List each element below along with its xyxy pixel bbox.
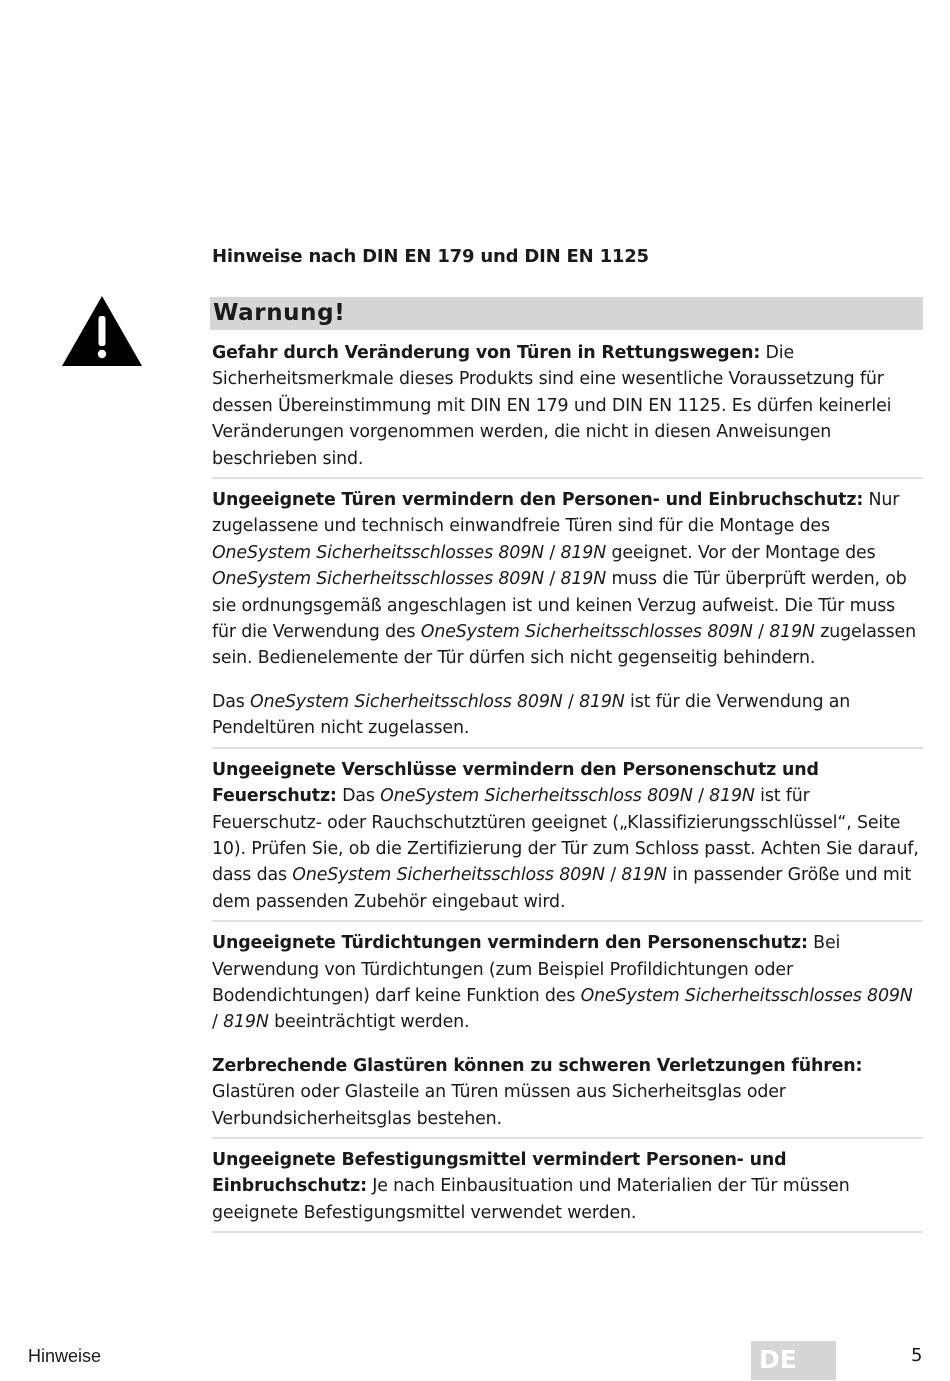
paragraph-text: geeignet. Vor der Montage des: [606, 542, 876, 563]
paragraph-lead: Ungeeignete Befestigungsmittel vermindert Personen- und Einbruchschutz:: [212, 1149, 787, 1197]
paragraph-text: ist für die Verwendung an Pendeltüren nicht zugelassen.: [212, 691, 851, 739]
paragraph-text: muss die Tür überprüft werden, ob sie ordnungsgemäß angeschlagen ist und keinen Verzug aufweist. Die Tür muss für die Verwendung des: [212, 569, 907, 643]
paragraph-text: Die Sicherheitsmerkmale dieses Produkts sind eine wesentliche Voraussetzung für dessen Übereinstimmung mit DIN EN 179 und DIN EN 1125. Es dürfen keinerlei Veränderungen vorgenommen werden, die nicht in diesen Anweisungen beschrieben sind.: [212, 343, 892, 469]
product-name: OneSystem Sicherheitsschloss 809N: [292, 865, 605, 886]
paragraph-lead: Gefahr durch Veränderung von Türen in Rettungswegen:: [212, 343, 761, 363]
paragraph-text: Das: [336, 786, 381, 807]
paragraph-unsuitable-doors: [212, 487, 923, 677]
section-heading: Hinweise nach DIN EN 179 und DIN EN 1125: [212, 246, 649, 267]
product-name: OneSystem Sicherheitsschlosses 809N: [420, 622, 753, 643]
paragraph-text: /: [752, 622, 770, 643]
paragraph-text: in passender Größe und mit dem passenden Zubehör eingebaut wird.: [212, 865, 911, 912]
page-number: 5: [911, 1345, 923, 1366]
product-name: 819N: [223, 1012, 269, 1033]
paragraph-swing-doors: [212, 689, 923, 749]
footer-section-label: Hinweise: [28, 1346, 102, 1366]
product-name: OneSystem Sicherheitsschloss 809N: [380, 786, 693, 807]
paragraph-lead: Zerbrechende Glastüren können zu schweren Verletzungen führen:: [212, 1055, 863, 1076]
product-name: 819N: [560, 569, 607, 590]
paragraph-text: /: [212, 1012, 224, 1033]
warning-title: Warnung!: [213, 300, 346, 326]
paragraph-lead: Ungeeignete Verschlüsse vermindern den Personenschutz und Feuerschutz:: [212, 759, 819, 807]
product-name: 819N: [579, 691, 625, 712]
paragraph-text: Nur zugelassene und technisch einwandfreie Türen sind für die Montage des: [212, 490, 900, 537]
paragraph-text: Das: [212, 691, 251, 712]
paragraph-text: /: [692, 786, 710, 807]
product-name: 819N: [621, 865, 667, 886]
paragraph-text: Glastüren oder Glasteile an Türen müssen aus Sicherheitsglas oder Verbundsicherheitsglas bestehen.: [212, 1082, 786, 1129]
product-name: OneSystem Sicherheitsschlosses 809N: [212, 542, 544, 563]
paragraph-text: Je nach Einbausituation und Materialien der Tür müssen geeignete Befestigungsmittel verwendet werden.: [212, 1176, 850, 1223]
product-name: 819N: [560, 542, 607, 563]
paragraph-lead: Ungeeignete Türdichtungen vermindern den Personenschutz:: [212, 933, 808, 954]
paragraph-door-seals: [212, 930, 923, 1041]
language-code: DE: [759, 1345, 797, 1374]
paragraph-glass-doors: [212, 1053, 923, 1139]
paragraph-text: beeinträchtigt werden.: [268, 1012, 470, 1033]
paragraph-text: ist für Feuerschutz- oder Rauchschutztüren geeignet („Klassifizierungsschlüssel“, Seite 10). Prüfen Sie, ob die Zertifizierung der Tür zum Schloss passt. Achten Sie darauf, dass das: [212, 786, 919, 886]
paragraph-text: /: [544, 542, 561, 563]
product-name: OneSystem Sicherheitsschlosses 809N: [212, 569, 544, 590]
paragraph-text: Bei Verwendung von Türdichtungen (zum Beispiel Profildichtungen oder Bodendichtungen) darf keine Funktion des: [212, 933, 841, 1006]
paragraph-text: zugelassen sein. Bedienelemente der Tür dürfen sich nicht gegenseitig behindern.: [212, 622, 916, 669]
product-name: OneSystem Sicherheitsschlosses 809N: [580, 985, 913, 1006]
warning-banner: [210, 297, 923, 330]
paragraph-text: /: [544, 569, 561, 590]
language-badge: [751, 1341, 836, 1380]
product-name: 819N: [709, 786, 755, 807]
paragraph-unsuitable-locks: [212, 757, 923, 922]
warning-content: [212, 340, 923, 1241]
product-name: OneSystem Sicherheitsschloss 809N: [250, 691, 563, 712]
paragraph-text: /: [562, 691, 580, 712]
paragraph-escape-route-changes: [212, 340, 923, 479]
paragraph-fasteners: [212, 1147, 923, 1233]
product-name: 819N: [769, 622, 815, 643]
paragraph-text: /: [604, 865, 622, 886]
paragraph-lead: Ungeeignete Türen vermindern den Personen- und Einbruchschutz:: [212, 490, 864, 511]
warning-triangle-icon: [60, 294, 144, 368]
